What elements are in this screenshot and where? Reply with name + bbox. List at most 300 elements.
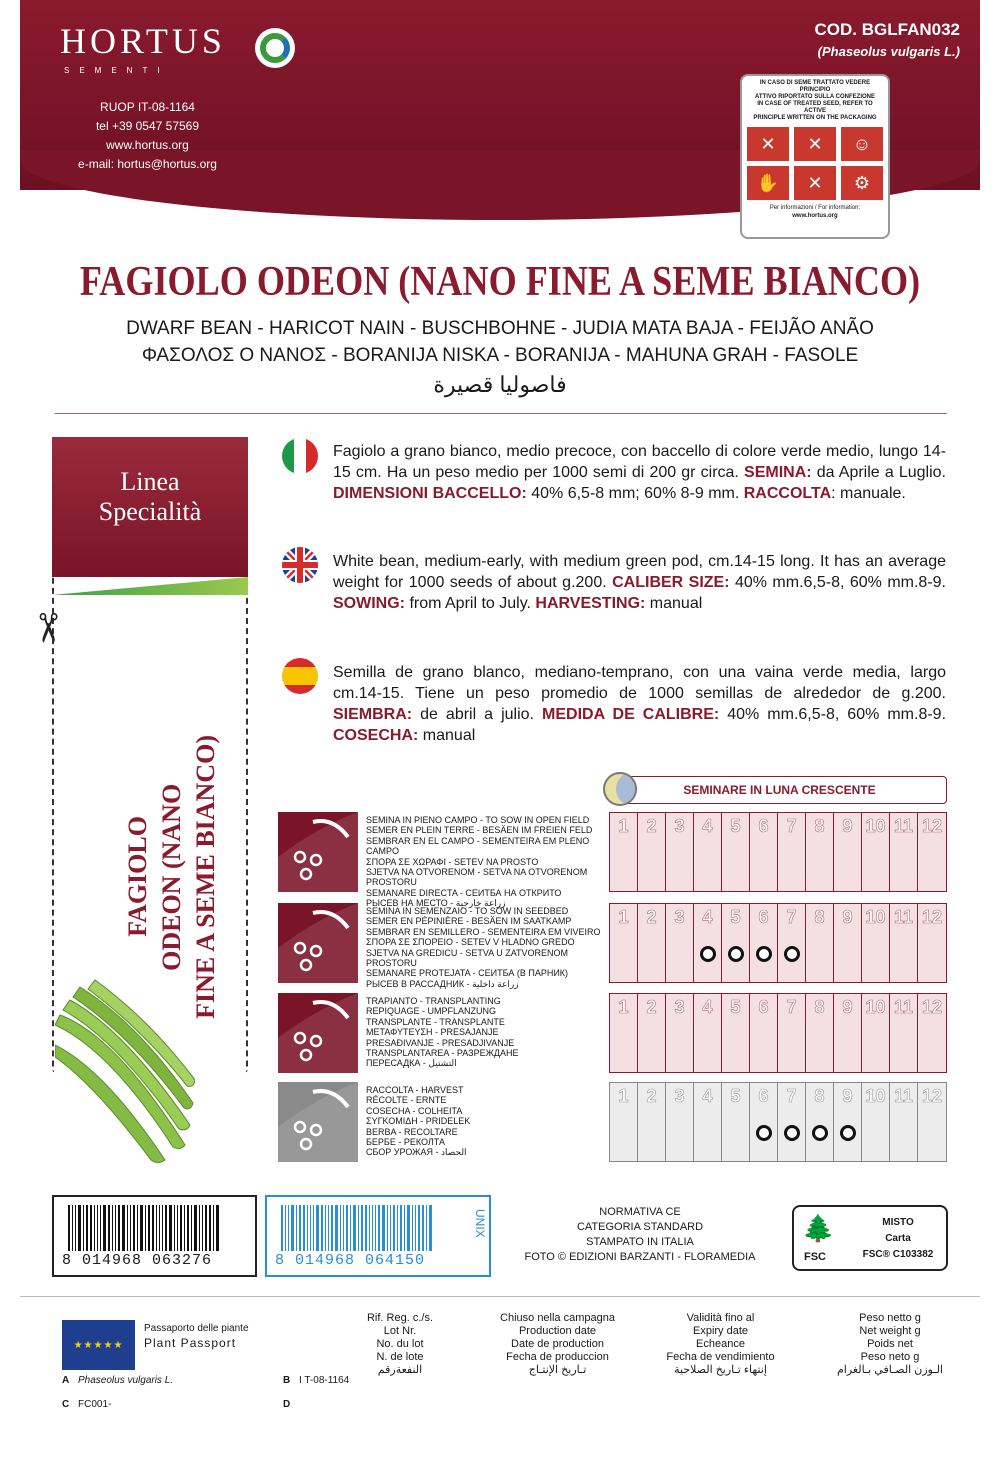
transplanting-icon xyxy=(278,993,358,1073)
month-cell xyxy=(722,904,750,982)
barcode-bar xyxy=(369,1205,370,1251)
month-number: 12 xyxy=(921,816,943,836)
month-cell xyxy=(862,1083,890,1161)
barcode-bar xyxy=(303,1205,305,1251)
barcode-bar xyxy=(94,1205,95,1251)
desc-en-val: manual xyxy=(645,595,703,612)
month-cell xyxy=(750,1083,778,1161)
safety-line: PRINCIPLE WRITTEN ON THE PACKAGING xyxy=(753,115,877,121)
desc-en-key: CALIBER SIZE: xyxy=(612,574,730,591)
barcode-bar xyxy=(316,1205,319,1251)
desc-es-val: 40% mm.6,5-8, 60% mm.8-9. xyxy=(719,706,947,723)
month-cell xyxy=(722,994,750,1072)
machine-sowing-icon: ⚙ xyxy=(840,165,884,201)
barcode-bar xyxy=(335,1205,338,1251)
barcode-bar xyxy=(83,1205,84,1251)
field-key: C xyxy=(62,1399,70,1410)
month-number: 12 xyxy=(921,997,943,1017)
month-number: 11 xyxy=(893,997,914,1017)
calendar-row-label-line: SJETVA NA GREDICU - SETVA U ZATVORENOM PROSTORU xyxy=(366,947,569,969)
calendar-row-label-line: PRESAĐIVANJE - PRESADJIVANJE xyxy=(366,1037,515,1048)
month-cell xyxy=(750,904,778,982)
barcode-bar xyxy=(325,1205,326,1251)
desc-it-key: SEMINA: xyxy=(744,464,812,481)
month-number: 11 xyxy=(893,1086,914,1106)
month-cell xyxy=(918,904,946,982)
calendar-row-label-line: TRAPIANTO - TRANSPLANTING xyxy=(366,996,501,1006)
month-number: 2 xyxy=(646,816,657,836)
barcode-bar xyxy=(78,1205,81,1251)
month-number: 9 xyxy=(842,907,853,927)
contact-info xyxy=(20,98,275,174)
barcode-bar xyxy=(407,1205,410,1251)
seedbed-sowing-icon xyxy=(278,903,358,983)
barcode-bar xyxy=(365,1205,367,1251)
barcode-bar xyxy=(86,1205,88,1251)
barcode-number: 8 014968 064150 xyxy=(275,1252,426,1269)
month-number: 6 xyxy=(758,997,769,1017)
desc-es-body: Semilla de grano blanco, mediano-temprano, con una vaina verde media, largo cm.14-15. Tiene un peso promedio de 1000 semillas de alrededor de g.200. xyxy=(333,664,946,702)
month-number: 2 xyxy=(646,907,657,927)
barcode-bar xyxy=(187,1205,189,1251)
month-cell xyxy=(890,904,918,982)
barcode-bar xyxy=(331,1205,333,1251)
safety-footer-line: Per informazioni / For information: xyxy=(769,205,861,211)
barcode-bar xyxy=(145,1205,146,1251)
month-number: 10 xyxy=(865,907,886,927)
moon-icon xyxy=(603,772,637,806)
barcode-bar xyxy=(169,1205,172,1251)
month-cell xyxy=(638,813,666,891)
month-number: 1 xyxy=(618,816,629,836)
barcode-bar xyxy=(100,1205,101,1251)
desc-es-key: MEDIDA DE CALIBRE: xyxy=(542,706,720,723)
footer-divider xyxy=(20,1296,980,1297)
description-italian xyxy=(333,441,946,504)
month-number: 6 xyxy=(758,816,769,836)
footer-line: Date de production xyxy=(511,1338,604,1350)
calendar-row-label-line: RACCOLTA - HARVEST xyxy=(366,1085,464,1095)
barcode-bar xyxy=(216,1205,219,1251)
barcode-bar xyxy=(159,1205,160,1251)
barcode-bar xyxy=(321,1205,323,1251)
calendar-row-label-line: COSECHA - COLHEITA xyxy=(366,1105,463,1116)
production-date-col xyxy=(480,1312,635,1377)
barcode-number: 8 014968 063276 xyxy=(62,1252,213,1269)
month-cell xyxy=(610,994,638,1072)
month-cell xyxy=(890,1083,918,1161)
fsc-tree-icon: 🌲 xyxy=(802,1213,835,1243)
desc-it-key: DIMENSIONI BACCELLO: xyxy=(333,485,527,502)
barcode-bar xyxy=(177,1205,178,1251)
product-code: COD. BGLFAN032 xyxy=(814,20,960,39)
calendar-row-label-line: TRANSPLANTAREA - РАЗРЕЖДАНЕ xyxy=(366,1048,519,1059)
active-month-marker xyxy=(756,1125,772,1141)
month-cell xyxy=(834,904,862,982)
field-value: FC001- xyxy=(78,1399,112,1410)
barcode-bar xyxy=(130,1205,131,1251)
barcode-bar xyxy=(281,1205,283,1251)
month-cell xyxy=(890,813,918,891)
month-cell xyxy=(918,1083,946,1161)
month-number: 3 xyxy=(674,907,685,927)
footer-line: Peso netto g xyxy=(859,1312,921,1324)
barcode-main xyxy=(52,1195,257,1277)
passport-title-it: Passaporto delle piante xyxy=(144,1323,249,1334)
month-number: 2 xyxy=(646,997,657,1017)
field-key: A xyxy=(62,1375,70,1386)
harvest-icon xyxy=(278,1082,358,1162)
month-number: 7 xyxy=(786,1086,797,1106)
month-number: 3 xyxy=(674,816,685,836)
barcode-bar xyxy=(358,1205,359,1251)
calendar-row-label xyxy=(366,996,606,1069)
desc-en-key: SOWING: xyxy=(333,595,405,612)
footer-line: N. de lote xyxy=(376,1351,424,1363)
no-birds-icon: ✕ xyxy=(793,165,837,201)
calendar-row-label xyxy=(366,906,606,989)
barcode-bar xyxy=(353,1205,356,1251)
month-cell xyxy=(666,813,694,891)
barcode-bar xyxy=(165,1205,167,1251)
ruop-code: RUOP IT-08-1164 xyxy=(100,100,195,114)
barcode-bar xyxy=(400,1205,402,1251)
barcode-bar xyxy=(90,1205,92,1251)
barcode-unix xyxy=(265,1195,491,1277)
calendar-row-label-line: REPIQUAGE - UMPFLANZUNG xyxy=(366,1006,497,1017)
barcode-bar xyxy=(299,1205,301,1251)
barcode-bar xyxy=(72,1205,73,1251)
brand-logo: HORTUS xyxy=(60,21,226,61)
calendar-row-label-line: SEMANARE PROTEJATA - СЕИТБА (В ПАРНИК) xyxy=(366,968,569,979)
barcode-bar xyxy=(205,1205,207,1251)
title-divider xyxy=(55,413,947,414)
active-month-marker xyxy=(812,1125,828,1141)
month-number: 8 xyxy=(814,997,825,1017)
barcode-bar xyxy=(340,1205,341,1251)
month-number: 10 xyxy=(865,997,886,1017)
passport-field-b xyxy=(283,1375,349,1386)
safety-line: IN CASE OF TREATED SEED, REFER TO ACTIVE xyxy=(757,101,873,114)
eu-flag-icon: ★★★★★ xyxy=(62,1320,135,1370)
barcode-bar xyxy=(213,1205,214,1251)
month-number: 4 xyxy=(702,1086,713,1106)
footer-line: Validità fino al xyxy=(686,1312,755,1324)
month-number: 1 xyxy=(618,997,629,1017)
month-number: 2 xyxy=(646,1086,657,1106)
barcode-bar xyxy=(328,1205,329,1251)
fsc-logo-box xyxy=(792,1205,948,1271)
barcode-bar xyxy=(343,1205,344,1251)
protective-mask-icon: ☺ xyxy=(840,126,884,162)
footer-line: Lot Nr. xyxy=(383,1325,417,1337)
field-key: B xyxy=(283,1375,291,1386)
passport-field-c xyxy=(62,1399,111,1410)
barcode-bar xyxy=(202,1205,203,1251)
normativa-line: CATEGORIA STANDARD xyxy=(576,1221,704,1233)
barcode-bar xyxy=(156,1205,157,1251)
barcode-bar xyxy=(180,1205,182,1251)
barcode-bar xyxy=(361,1205,363,1251)
month-cell xyxy=(806,994,834,1072)
green-beans-image xyxy=(55,975,195,1165)
barcode-bar xyxy=(404,1205,405,1251)
barcode-bar xyxy=(415,1205,416,1251)
month-number: 8 xyxy=(814,816,825,836)
month-cell xyxy=(778,994,806,1072)
calendar-row-label-line: SEMER EN PÉPINIÈRE - BESÄEN IM SAATKAMP xyxy=(366,916,572,927)
calendar-row-label-line: ΣΠΟΡΑ ΣΕ ΣΠΟΡΕΙΟ - SETEV V HLADNO GREDO xyxy=(366,937,575,948)
footer-line: Fecha de vendimiento xyxy=(666,1351,775,1363)
calendar-row-label-line: SEMANARE DIRECTA - СЕИТБА НА ОТКРИТО xyxy=(366,887,562,898)
month-number: 1 xyxy=(618,907,629,927)
calendar-row-label-line: SEMINA IN PIENO CAMPO - TO SOW IN OPEN FIELD xyxy=(366,815,590,825)
month-number: 9 xyxy=(842,997,853,1017)
month-number: 7 xyxy=(786,907,797,927)
calendar-row-label-line: РЫСЕВ В РАССАДНИК - زراعة داخلية xyxy=(366,978,519,989)
barcode-bar xyxy=(184,1205,185,1251)
barcode-bar xyxy=(162,1205,163,1251)
footer-line: Echeance xyxy=(696,1338,745,1350)
footer-line: Poids net xyxy=(867,1338,913,1350)
month-cell xyxy=(638,904,666,982)
safety-line: IN CASO DI SEME TRATTATO VEDERE PRINCIPIO xyxy=(759,80,871,93)
month-number: 5 xyxy=(730,997,741,1017)
expiry-date-col xyxy=(648,1312,793,1377)
barcode-bar xyxy=(378,1205,380,1251)
month-cell xyxy=(610,813,638,891)
fsc-line: Carta xyxy=(885,1233,911,1244)
active-month-marker xyxy=(700,946,716,962)
month-cell xyxy=(918,994,946,1072)
unix-label: UNIX xyxy=(473,1209,487,1238)
passport-field-a xyxy=(62,1375,173,1386)
month-cell xyxy=(722,1083,750,1161)
month-number: 1 xyxy=(618,1086,629,1106)
month-cell xyxy=(862,904,890,982)
month-cell xyxy=(694,994,722,1072)
barcode-bar xyxy=(127,1205,128,1251)
fsc-label: FSC xyxy=(804,1251,826,1263)
passport-field-d xyxy=(283,1399,299,1410)
barcode-bar xyxy=(118,1205,120,1251)
month-number: 6 xyxy=(758,1086,769,1106)
line-label-2: Specialità xyxy=(98,497,202,526)
line-label xyxy=(52,467,248,527)
field-key: D xyxy=(283,1399,291,1410)
desc-it-val: : manuale. xyxy=(831,485,906,502)
month-number: 5 xyxy=(730,816,741,836)
barcode-bar xyxy=(194,1205,197,1251)
desc-it-val: da Aprile a Luglio. xyxy=(811,464,947,481)
active-month-marker xyxy=(784,1125,800,1141)
month-cell xyxy=(806,813,834,891)
spanish-flag-icon xyxy=(282,658,318,694)
desc-es-key: COSECHA: xyxy=(333,727,419,744)
fsc-line: MISTO xyxy=(882,1217,914,1228)
active-month-marker xyxy=(728,946,744,962)
month-number: 7 xyxy=(786,997,797,1017)
product-title: FAGIOLO ODEON (NANO FINE A SEME BIANCO) xyxy=(79,259,921,305)
month-cell xyxy=(694,813,722,891)
vertical-title-1: FAGIOLO xyxy=(123,816,152,938)
barcode-bar xyxy=(387,1205,388,1251)
barcode-bar xyxy=(112,1205,113,1251)
calendar-row-label-line: SEMBRAR EN EL CAMPO - SEMENTEIRA EM PLENO CAMPO xyxy=(366,835,590,857)
month-cell xyxy=(862,994,890,1072)
footer-line: Chiuso nella campagna xyxy=(500,1312,615,1324)
active-month-marker xyxy=(756,946,772,962)
footer-line: Expiry date xyxy=(692,1325,749,1337)
month-cell xyxy=(918,813,946,891)
month-cell xyxy=(778,813,806,891)
desc-it-key: RACCOLTA xyxy=(743,485,832,502)
barcode-bar xyxy=(296,1205,297,1251)
month-cell xyxy=(638,1083,666,1161)
brand-subtitle: SEMENTI xyxy=(64,66,170,75)
barcode-bar xyxy=(108,1205,110,1251)
barcode-bars xyxy=(68,1205,243,1251)
month-cell xyxy=(834,813,862,891)
month-cell xyxy=(806,1083,834,1161)
month-number: 9 xyxy=(842,816,853,836)
month-number: 10 xyxy=(865,816,886,836)
barcode-bar xyxy=(291,1205,294,1251)
uk-flag-icon xyxy=(282,547,318,583)
month-cell xyxy=(666,994,694,1072)
line-label-1: Linea xyxy=(120,467,180,496)
calendar-row-label-line: ΜΕΤΑΦΥΤΕΥΣΗ - PRESAJANJE xyxy=(366,1027,499,1038)
barcode-bar xyxy=(115,1205,116,1251)
normativa-line: NORMATIVA CE xyxy=(599,1206,681,1218)
subtitle-line1: DWARF BEAN - HARICOT NAIN - BUSCHBOHNE - JUDIA MATA BAJA - FEIJÃO ANÃO xyxy=(126,318,874,339)
month-number: 5 xyxy=(730,1086,741,1106)
footer-line: Production date xyxy=(518,1325,597,1337)
desc-it-body: Fagiolo a grano bianco, medio precoce, con baccello di colore verde medio, lungo 14-15 cm. Ha un peso medio per 1000 semi di 200 gr circa. xyxy=(333,443,946,481)
row-seedbed xyxy=(609,903,947,983)
phone: tel +39 0547 57569 xyxy=(95,119,200,133)
moon-phase-bar: SEMINARE IN LUNA CRESCENTE xyxy=(612,776,947,804)
month-number: 8 xyxy=(814,1086,825,1106)
month-number: 3 xyxy=(674,1086,685,1106)
vertical-title-2: ODEON (NANO xyxy=(157,783,186,971)
calendar-row-label-line: СБОР УРОЖАЯ - الحصاد xyxy=(366,1147,467,1158)
footer-line: No. du lot xyxy=(376,1338,424,1350)
barcode-bar xyxy=(285,1205,286,1251)
month-cell xyxy=(890,994,918,1072)
barcode-bar xyxy=(393,1205,395,1251)
month-number: 4 xyxy=(702,816,713,836)
footer-line: الـوزن الصـافي بـالغرام xyxy=(837,1364,943,1376)
no-eating-icon: ✕ xyxy=(746,126,790,162)
barcode-bar xyxy=(68,1205,70,1251)
normativa-line: STAMPATO IN ITALIA xyxy=(586,1236,694,1248)
barcode-bar xyxy=(372,1205,373,1251)
description-spanish xyxy=(333,662,946,746)
barcode-bar xyxy=(75,1205,76,1251)
description-english xyxy=(333,551,946,614)
barcode-bar xyxy=(390,1205,391,1251)
barcode-bar xyxy=(97,1205,98,1251)
calendar-row-label-line: TRANSPLANTE - TRANSPLANTE xyxy=(366,1016,505,1027)
calendar-row-label-line: БЕРБЕ - РЕКОЛТА xyxy=(366,1137,445,1148)
subtitle-line2: ΦΑΣΟΛΟΣ Ο ΝΑΝΟΣ - BORANIJA NISKA - BORANIJA - MAHUNA GRAH - FASOLE xyxy=(141,345,859,366)
month-cell xyxy=(778,1083,806,1161)
month-cell xyxy=(778,904,806,982)
footer-line: Rif. Reg. c./s. xyxy=(366,1312,434,1324)
passport-text xyxy=(144,1322,284,1350)
month-cell xyxy=(834,1083,862,1161)
row-harvest xyxy=(609,1082,947,1162)
fsc-code: FSC® C103382 xyxy=(862,1249,934,1260)
barcode-bar xyxy=(209,1205,211,1251)
barcode-bar xyxy=(426,1205,427,1251)
footer-line: Peso neto g xyxy=(860,1351,920,1363)
active-month-marker xyxy=(784,946,800,962)
calendar-row-label-line: РЫСЕВ НА МЕСТО - زراعة خارجية xyxy=(366,898,506,909)
desc-en-val: from April to July. xyxy=(405,595,536,612)
safety-footer xyxy=(746,204,884,220)
email: e-mail: hortus@hortus.org xyxy=(78,157,217,171)
month-number: 5 xyxy=(730,907,741,927)
calendar-row-label-line: SEMER EN PLEIN TERRE - BESÄEN IM FREIEN FELD xyxy=(366,825,593,836)
month-number: 9 xyxy=(842,1086,853,1106)
barcode-bars xyxy=(281,1205,456,1251)
passport-title-en: Plant Passport xyxy=(144,1336,237,1350)
vertical-title-3: FINE A SEME BIANCO) xyxy=(191,735,220,1019)
barcode-bar xyxy=(140,1205,143,1251)
calendar-row-label-line: ΣΠΟΡΑ ΣΕ ΧΩΡΑΦΙ - SETEV NA PROSTO xyxy=(366,856,539,867)
barcode-bar xyxy=(288,1205,289,1251)
lot-number-col xyxy=(345,1312,455,1377)
desc-it-val: 40% 6,5-8 mm; 60% 8-9 mm. xyxy=(526,485,744,502)
desc-es-key: SIEMBRA: xyxy=(333,706,413,723)
calendar-row-label xyxy=(366,815,606,909)
barcode-bar xyxy=(191,1205,192,1251)
barcode-bar xyxy=(122,1205,125,1251)
month-number: 3 xyxy=(674,997,685,1017)
row-transplanting xyxy=(609,993,947,1073)
barcode-bar xyxy=(397,1205,398,1251)
barcode-bar xyxy=(350,1205,351,1251)
barcode-bar xyxy=(346,1205,348,1251)
month-cell xyxy=(750,813,778,891)
month-cell xyxy=(610,904,638,982)
net-weight-col xyxy=(815,1312,965,1377)
safety-text xyxy=(746,80,884,122)
safety-pictograms xyxy=(746,126,884,201)
calendar-row-label-line: SJETVA NA OTVORENOM - SETVA NA OTVORENOM PROSTORU xyxy=(366,867,588,888)
barcode-bar xyxy=(429,1205,432,1251)
safety-line: ATTIVO RIPORTATO SULLA CONFEZIONE xyxy=(755,94,875,100)
month-number: 7 xyxy=(786,816,797,836)
barcode-bar xyxy=(174,1205,175,1251)
month-number: 11 xyxy=(893,816,914,836)
desc-es-val: de abril a julio. xyxy=(412,706,543,723)
month-cell xyxy=(834,994,862,1072)
month-cell xyxy=(666,904,694,982)
barcode-bar xyxy=(133,1205,135,1251)
month-cell xyxy=(806,904,834,982)
month-cell xyxy=(722,813,750,891)
month-number: 6 xyxy=(758,907,769,927)
month-number: 8 xyxy=(814,907,825,927)
month-cell xyxy=(694,904,722,982)
calendar-row-label-line: BERBA - RECOLTARE xyxy=(366,1126,458,1137)
calendar-row-label-line: SEMBRAR EN SEMILLERO - SEMENTEIRA EM VIVEIRO xyxy=(366,926,601,937)
month-cell xyxy=(750,994,778,1072)
calendar-row-label-line: ПЕРЕСАДКА - التشتيل xyxy=(366,1058,457,1069)
